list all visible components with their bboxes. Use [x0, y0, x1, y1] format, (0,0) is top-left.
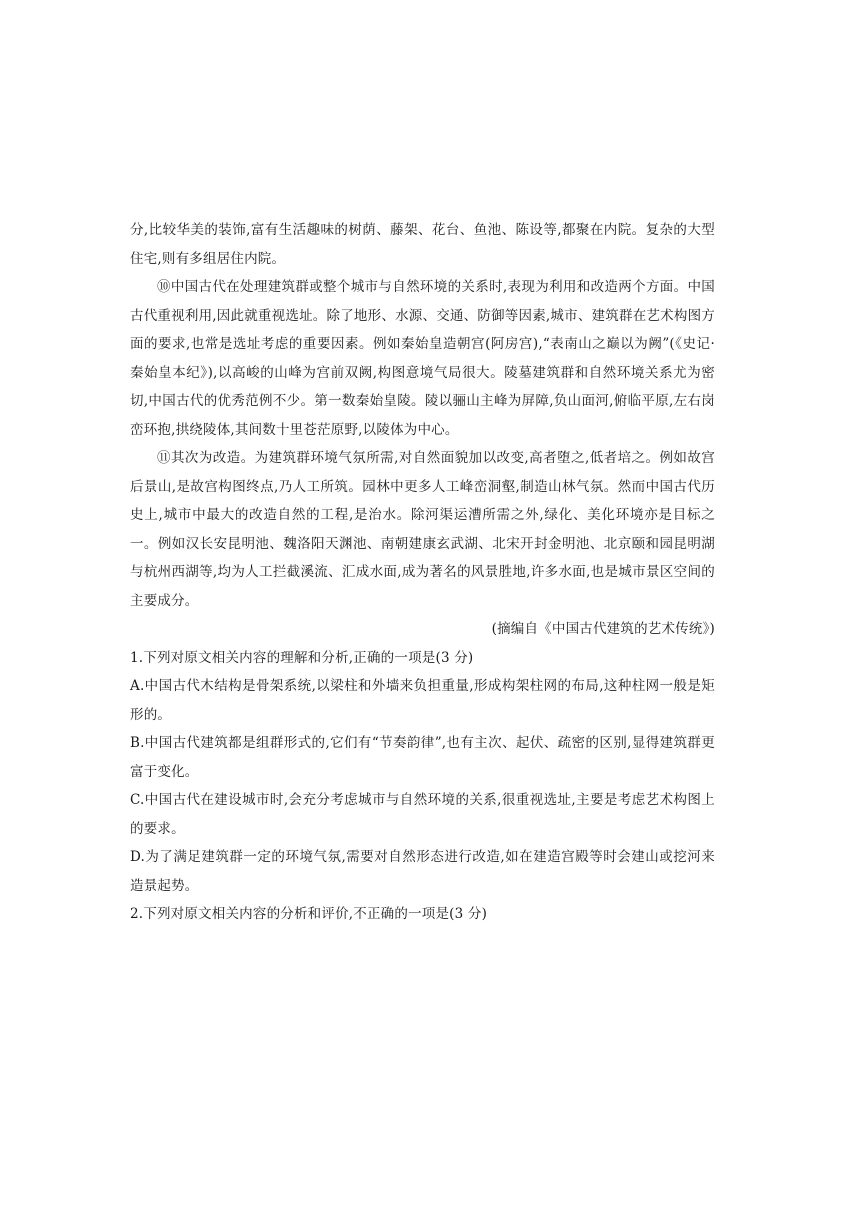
- paragraph-10: ⑩中国古代在处理建筑群或整个城市与自然环境的关系时,表现为利用和改造两个方面。中国古代重视利用,因此就重视选址。除了地形、水源、交通、防御等因素,城市、建筑群在艺术构图方面的要求,也常是选址考虑的重要因素。例如秦始皇造朝宫(阿房宫),“表南山之巅以为阙”(《史记·秦始皇本纪》),以高峻的山峰为宫前双阙,构图意境气局很大。陵墓建筑群和自然环境关系尤为密切,中国古代的优秀范例不少。第一数秦始皇陵。陵以骊山主峰为屏障,负山面河,俯临平原,左右岗峦环抱,拱绕陵体,其间数十里苍茫原野,以陵体为中心。: [130, 279, 715, 438]
- question-1-option-b: B.中国古代建筑都是组群形式的,它们有“节奏韵律”,也有主次、起伏、疏密的区别,显得建筑群更富于变化。: [130, 735, 715, 780]
- paragraph-continuation: 分,比较华美的装饰,富有生活趣味的树荫、藤架、花台、鱼池、陈设等,都聚在内院。复杂的大型住宅,则有多组居住内院。: [130, 222, 715, 267]
- question-1-option-a: A.中国古代木结构是骨架系统,以梁柱和外墙来负担重量,形成构架柱网的布局,这种柱网一般是矩形的。: [130, 678, 715, 723]
- question-1-stem: 1.下列对原文相关内容的理解和分析,正确的一项是(3 分): [130, 649, 474, 666]
- article-body: [130, 216, 715, 929]
- source-citation: (摘编自《中国古代建筑的艺术传统》): [491, 621, 715, 637]
- question-1-option-d: D.为了满足建筑群一定的环境气氛,需要对自然形态进行改造,如在建造宫殿等时会建山或挖河来造景起势。: [130, 849, 715, 894]
- question-1-option-c: C.中国古代在建设城市时,会充分考虑城市与自然环境的关系,很重视选址,主要是考虑艺术构图上的要求。: [130, 792, 715, 837]
- question-2-stem: 2.下列对原文相关内容的分析和评价,不正确的一项是(3 分): [130, 906, 488, 922]
- paragraph-11: ⑪其次为改造。为建筑群环境气氛所需,对自然面貌加以改变,高者堕之,低者培之。例如故宫后景山,是故宫构图终点,乃人工所筑。园林中更多人工峰峦洞壑,制造山林气氛。然而中国古代历史上,城市中最大的改造自然的工程,是治水。除河渠运漕所需之外,绿化、美化环境亦是目标之一。例如汉长安昆明池、魏洛阳天渊池、南朝建康玄武湖、北宋开封金明池、北京颐和园昆明湖与杭州西湖等,均为人工拦截溪流、汇成水面,成为著名的风景胜地,许多水面,也是城市景区空间的主要成分。: [130, 450, 715, 609]
